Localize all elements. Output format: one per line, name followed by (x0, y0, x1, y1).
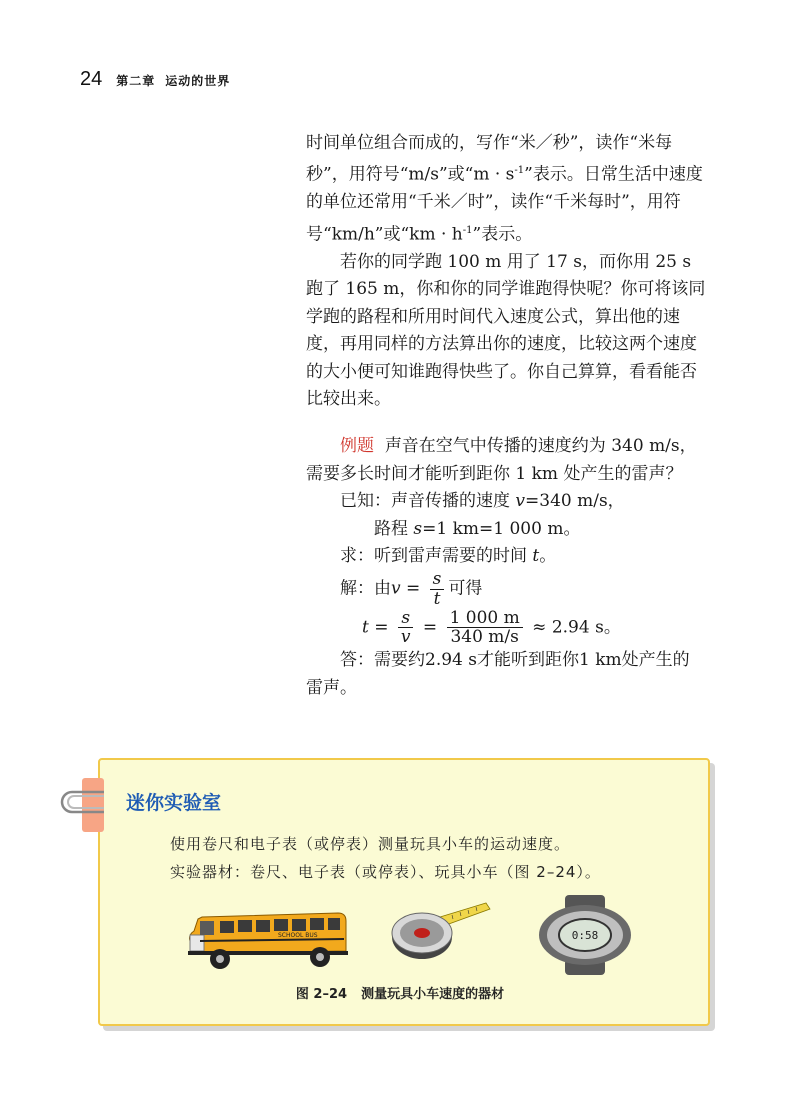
example-question: 例题 声音在空气中传播的速度约为 340 m/s，需要多长时间才能听到距你 1 km 处产生的雷声？ (306, 436, 697, 484)
lab-title: 迷你实验室 (126, 792, 222, 814)
tape-measure-image (390, 895, 500, 967)
figure-caption (0, 983, 800, 1002)
main-text (306, 130, 706, 702)
page-header (80, 68, 230, 91)
figure-caption-text: 测量玩具小车速度的器材 (361, 987, 505, 1002)
page-number: 24 (80, 68, 103, 90)
bus-label: SCHOOL BUS (278, 932, 318, 939)
chapter-number: 第二章 (116, 74, 156, 88)
example-solution: 解：由v = $\frac{s}{t}$ 可得 (340, 569, 483, 610)
chapter-title: 运动的世界 (165, 74, 231, 88)
lab-line-2: 实验器材：卷尺、电子表（或停表）、玩具小车（图 2–24）。 (170, 863, 601, 881)
example-known-distance: 路程 s=1 km=1 000 m。 (374, 518, 581, 539)
example-find: 求：听到雷声需要的时间 t。 (340, 546, 557, 566)
paragraph-compare: 若你的同学跑 100 m 用了 17 s，而你用 25 s 跑了 165 m，你和你的同学谁跑得快呢？你可将该同学跑的路程和所用时间代入速度公式，算出他的速度，再用同样的方法算出你的速度，比较这两个速度的大小便可知谁跑得快些了。你自己算算，看看能否比较出来。 (306, 251, 706, 409)
watch-display: 0:58 (571, 929, 599, 942)
electronic-watch-image (535, 895, 635, 975)
fraction-values: $\frac{1 000 m}{340 m/s}$ (447, 609, 523, 647)
lab-instructions (170, 830, 690, 886)
example-known: 已知：声音传播的速度 v=340 m/s， (340, 491, 625, 512)
example-formula: t = $\frac{s}{v}$ = $\frac{1 000 m}{340 m/s}$ ≈ 2.94 s。 (362, 607, 621, 648)
lab-line-1: 使用卷尺和电子表（或停表）测量玩具小车的运动速度。 (170, 835, 571, 853)
toy-bus-image (180, 905, 350, 973)
figure-label: 图 2–24 (295, 987, 348, 1002)
chapter-heading (116, 72, 230, 89)
example-answer: 答：需要约2.94 s才能听到距你1 km处产生的雷声。 (306, 650, 690, 698)
example-label: 例题 (340, 436, 374, 457)
fraction-s-over-v: $\frac{s}{v}$ (398, 609, 414, 647)
paragraph-units: 时间单位组合而成的，写作“米／秒”，读作“米每秒”，用符号“m/s”或“$m \cdot s^{-1}$”表示。日常生活中速度的单位还常用“千米／时”，读作“千米每时”，用符号“km/h”或“km · $h^{-1}$”表示。 (306, 133, 703, 245)
fraction-s-over-t: $\frac{s}{t}$ (430, 570, 445, 608)
lab-equipment-images (180, 895, 640, 975)
binder-clip-icon (58, 786, 106, 820)
